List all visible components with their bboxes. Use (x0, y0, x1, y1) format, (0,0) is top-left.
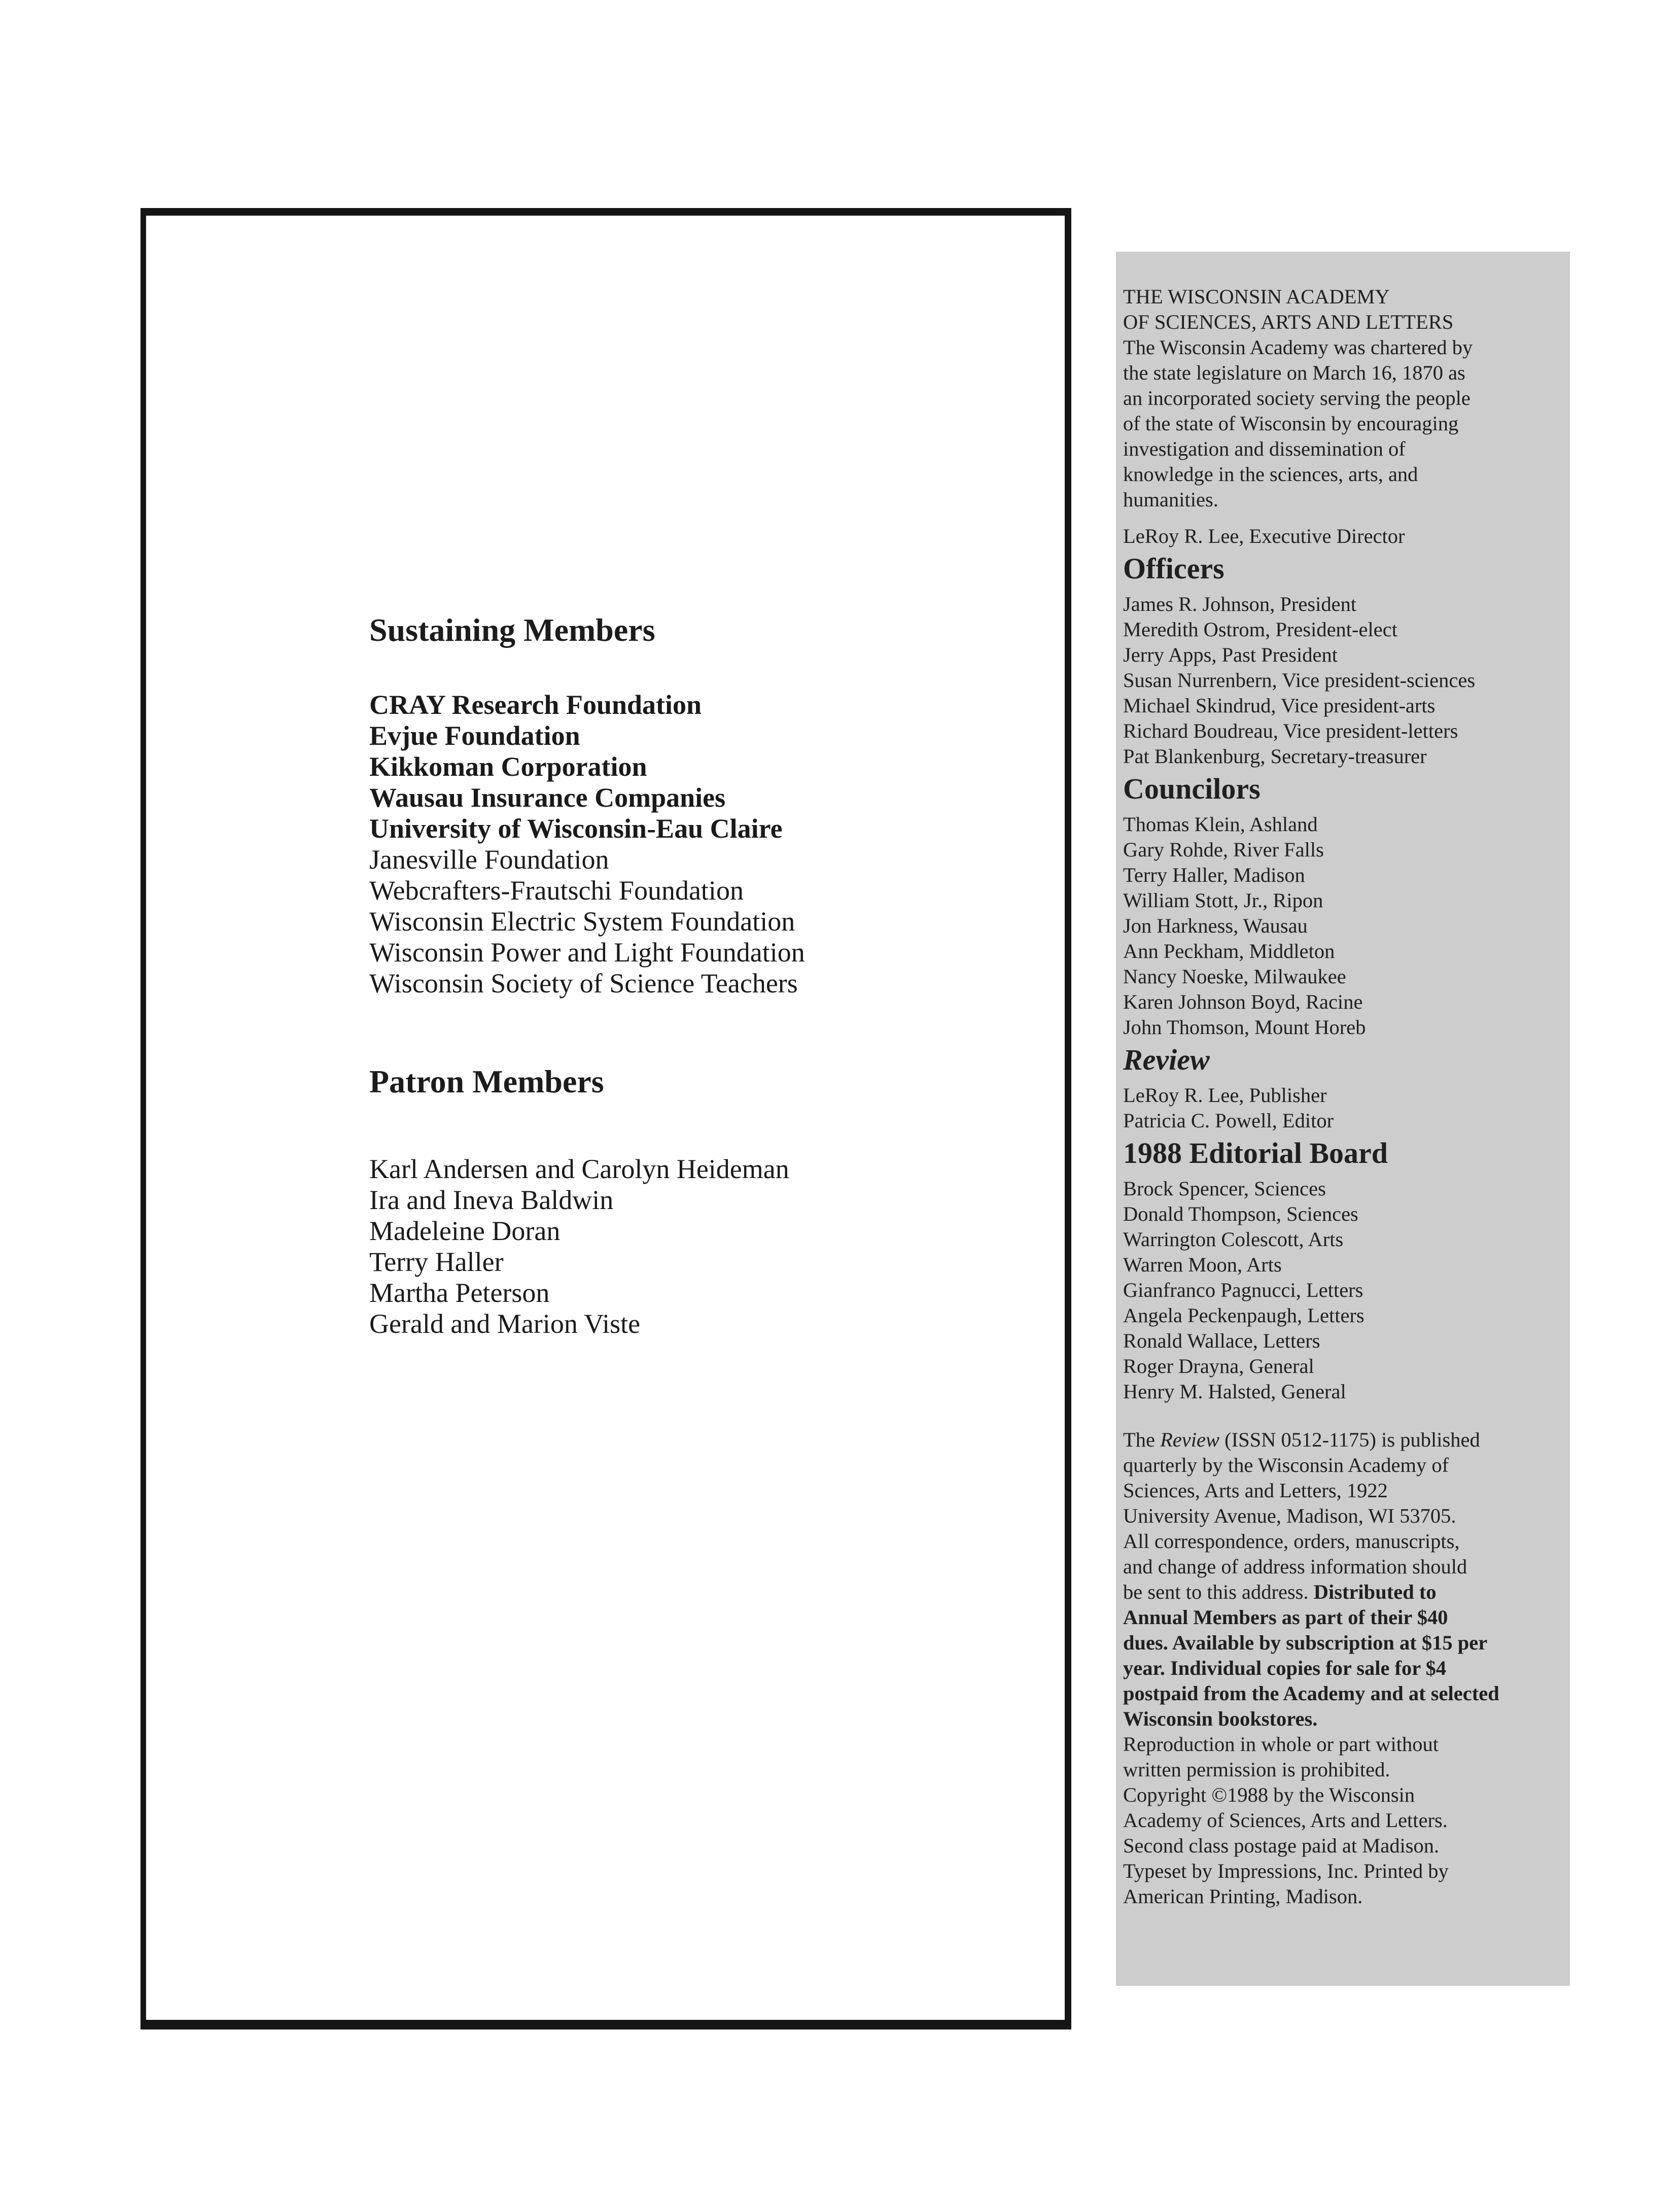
list-item: Roger Drayna, General (1123, 1355, 1314, 1378)
publication-text: be sent to this address. (1123, 1580, 1314, 1603)
editorial-board-heading: 1988 Editorial Board (1123, 1137, 1388, 1169)
list-item: Brock Spencer, Sciences (1123, 1177, 1326, 1200)
officers-heading: Officers (1123, 552, 1224, 585)
list-item: William Stott, Jr., Ripon (1123, 889, 1323, 912)
publication-notice (1123, 1427, 1570, 1909)
list-item: Ira and Ineva Baldwin (369, 1185, 614, 1215)
publication-text: (ISSN 0512-1175) is published (1219, 1428, 1480, 1451)
list-item: Karl Andersen and Carolyn Heideman (369, 1154, 789, 1184)
review-list (1123, 1083, 1570, 1133)
publication-line: written permission is prohibited. (1123, 1758, 1390, 1781)
sustaining-members-section (369, 614, 805, 999)
list-item: Janesville Foundation (369, 844, 609, 875)
list-item: University of Wisconsin-Eau Claire (369, 813, 783, 844)
councilors-list (1123, 812, 1570, 1040)
publication-bold-line: Wisconsin bookstores. (1123, 1707, 1318, 1730)
list-item: Evjue Foundation (369, 720, 580, 751)
sustaining-members-heading: Sustaining Members (369, 612, 655, 648)
publication-line: and change of address information should (1123, 1555, 1467, 1578)
description-line: The Wisconsin Academy was chartered by (1123, 336, 1473, 359)
publication-line: Copyright ©1988 by the Wisconsin (1123, 1783, 1415, 1806)
patron-members-heading: Patron Members (369, 1063, 604, 1099)
list-item: Wausau Insurance Companies (369, 782, 726, 813)
description-line: humanities. (1123, 488, 1218, 511)
publication-line: All correspondence, orders, manuscripts, (1123, 1530, 1460, 1553)
list-item: Martha Peterson (369, 1278, 550, 1308)
list-item: Thomas Klein, Ashland (1123, 813, 1318, 836)
list-item: Kikkoman Corporation (369, 751, 647, 782)
list-item: John Thomson, Mount Horeb (1123, 1016, 1366, 1039)
executive-director: LeRoy R. Lee, Executive Director (1123, 525, 1405, 547)
publication-line (1123, 1427, 1570, 1453)
list-item: Madeleine Doran (369, 1216, 561, 1246)
description-line: the state legislature on March 16, 1870 as (1123, 361, 1465, 384)
list-item: Richard Boudreau, Vice president-letters (1123, 719, 1458, 742)
list-item: Warrington Colescott, Arts (1123, 1228, 1344, 1251)
publication-bold-line: year. Individual copies for sale for $4 (1123, 1657, 1447, 1679)
review-heading: Review (1123, 1043, 1210, 1076)
list-item: LeRoy R. Lee, Publisher (1123, 1084, 1327, 1107)
description-line: an incorporated society serving the people (1123, 387, 1471, 409)
list-item: Susan Nurrenbern, Vice president-sciences (1123, 669, 1476, 692)
academy-title-line: OF SCIENCES, ARTS AND LETTERS (1123, 311, 1454, 333)
list-item: Terry Haller, Madison (1123, 864, 1305, 886)
publication-line: American Printing, Madison. (1123, 1885, 1363, 1908)
list-item: Gianfranco Pagnucci, Letters (1123, 1279, 1363, 1301)
publication-line: Second class postage paid at Madison. (1123, 1834, 1440, 1857)
publication-text: The (1123, 1428, 1161, 1451)
list-item: Wisconsin Power and Light Foundation (369, 937, 805, 968)
list-item: Warren Moon, Arts (1123, 1253, 1282, 1276)
list-item: James R. Johnson, President (1123, 593, 1357, 615)
patron-members-section (369, 1065, 789, 1339)
publication-bold-text: Distributed to (1313, 1580, 1437, 1603)
list-item: Gary Rohde, River Falls (1123, 838, 1324, 861)
officers-list (1123, 592, 1570, 769)
list-item: Karen Johnson Boyd, Racine (1123, 990, 1363, 1013)
description-line: of the state of Wisconsin by encouraging (1123, 412, 1459, 435)
list-item: Patricia C. Powell, Editor (1123, 1109, 1334, 1132)
publication-line: University Avenue, Madison, WI 53705. (1123, 1504, 1456, 1527)
masthead-sidebar (1116, 252, 1570, 1986)
publication-line: Typeset by Impressions, Inc. Printed by (1123, 1860, 1449, 1882)
publication-bold-line: dues. Available by subscription at $15 per (1123, 1631, 1488, 1654)
publication-bold-line: Annual Members as part of their $40 (1123, 1606, 1448, 1629)
academy-title-line: THE WISCONSIN ACADEMY (1123, 285, 1390, 308)
councilors-heading: Councilors (1123, 772, 1261, 805)
list-item: Webcrafters-Frautschi Foundation (369, 875, 744, 906)
list-item: Gerald and Marion Viste (369, 1309, 641, 1339)
list-item: Wisconsin Electric System Foundation (369, 906, 795, 937)
list-item: Meredith Ostrom, President-elect (1123, 618, 1397, 641)
editorial-board-list (1123, 1176, 1570, 1404)
list-item: Wisconsin Society of Science Teachers (369, 968, 798, 999)
publication-line: quarterly by the Wisconsin Academy of (1123, 1454, 1449, 1476)
sustaining-members-list (369, 690, 805, 999)
list-item: Jerry Apps, Past President (1123, 643, 1338, 666)
list-item: Donald Thompson, Sciences (1123, 1202, 1358, 1225)
list-item: Michael Skindrud, Vice president-arts (1123, 694, 1436, 717)
list-item: Pat Blankenburg, Secretary-treasurer (1123, 745, 1427, 768)
list-item: Ann Peckham, Middleton (1123, 940, 1335, 962)
list-item: Jon Harkness, Wausau (1123, 914, 1308, 937)
list-item: Angela Peckenpaugh, Letters (1123, 1304, 1364, 1327)
publication-bold-line: postpaid from the Academy and at selected (1123, 1682, 1499, 1705)
review-title: Review (1160, 1428, 1220, 1451)
description-line: knowledge in the sciences, arts, and (1123, 463, 1418, 486)
list-item: CRAY Research Foundation (369, 690, 702, 720)
list-item: Terry Haller (369, 1247, 504, 1277)
patron-members-list (369, 1154, 789, 1339)
description-line: investigation and dissemination of (1123, 437, 1406, 460)
publication-line: Reproduction in whole or part without (1123, 1733, 1439, 1756)
list-item: Henry M. Halsted, General (1123, 1380, 1346, 1403)
publication-line: Sciences, Arts and Letters, 1922 (1123, 1479, 1388, 1502)
publication-line: Academy of Sciences, Arts and Letters. (1123, 1809, 1448, 1832)
list-item: Nancy Noeske, Milwaukee (1123, 965, 1346, 988)
academy-block (1123, 284, 1570, 549)
list-item: Ronald Wallace, Letters (1123, 1329, 1320, 1352)
publication-line (1123, 1579, 1570, 1605)
